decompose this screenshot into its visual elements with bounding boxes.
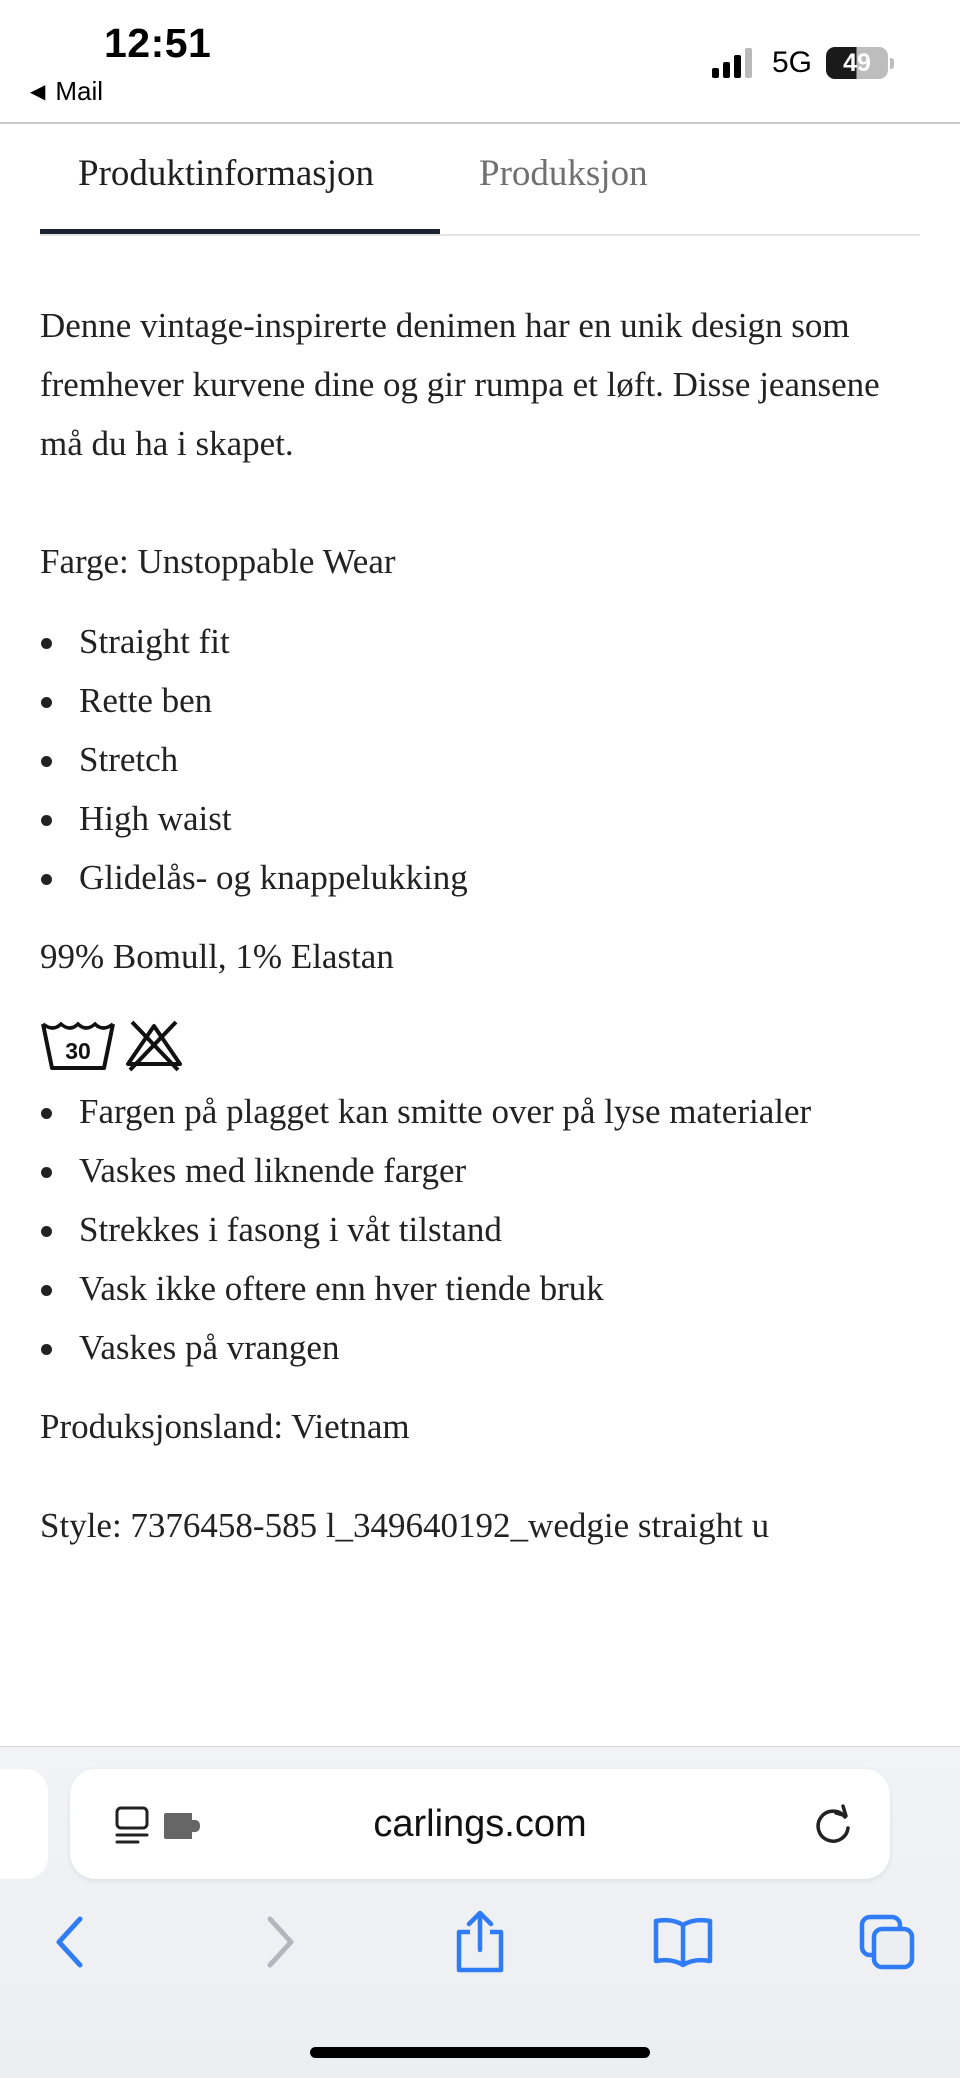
battery-tip	[890, 58, 894, 69]
material-composition: 99% Bomull, 1% Elastan	[40, 937, 394, 976]
url-text[interactable]: carlings.com	[373, 1803, 587, 1845]
status-bar	[0, 0, 960, 124]
care-instructions-list	[40, 1082, 920, 1377]
address-bar[interactable]	[70, 1769, 890, 1879]
list-item: Vaskes med liknende farger	[40, 1141, 920, 1200]
list-item: Stretch	[40, 730, 920, 789]
forward-icon	[261, 1915, 297, 1969]
network-type: 5G	[771, 46, 812, 79]
list-item: High waist	[40, 789, 920, 848]
list-item: Rette ben	[40, 671, 920, 730]
product-color: Farge: Unstoppable Wear	[40, 542, 396, 581]
back-triangle-icon: ◀	[30, 81, 46, 103]
battery-level: 49	[843, 48, 871, 77]
cellular-signal-icon	[712, 48, 752, 78]
list-item: Vaskes på vrangen	[40, 1318, 920, 1377]
care-symbols	[40, 1016, 920, 1074]
tabs-icon	[858, 1913, 916, 1971]
forward-button[interactable]	[244, 1907, 314, 1977]
status-time: 12:51	[104, 20, 212, 66]
browser-toolbar	[0, 1746, 960, 2078]
bookmarks-button[interactable]	[648, 1907, 718, 1977]
list-item: Vask ikke oftere enn hver tiende bruk	[40, 1259, 920, 1318]
active-tab-indicator	[40, 229, 440, 234]
list-item: Straight fit	[40, 612, 920, 671]
tabs-button[interactable]	[852, 1907, 922, 1977]
previous-tab-preview[interactable]	[0, 1769, 48, 1879]
share-button[interactable]	[445, 1907, 515, 1977]
status-indicators	[712, 46, 894, 80]
production-country: Produksjonsland: Vietnam	[40, 1407, 410, 1446]
back-to-mail-link[interactable]	[30, 76, 103, 107]
tab-produktinformasjon[interactable]: Produktinformasjon	[78, 153, 374, 194]
product-info-content	[40, 296, 920, 1555]
home-indicator	[310, 2047, 650, 2058]
wash-temp-label: 30	[65, 1038, 91, 1064]
back-button[interactable]	[36, 1907, 106, 1977]
tab-produksjon[interactable]: Produksjon	[479, 153, 648, 194]
style-number: Style: 7376458-585 l_349640192_wedgie straight u	[40, 1506, 770, 1545]
list-item: Fargen på plagget kan smitte over på lyse materialer	[40, 1082, 920, 1141]
reload-icon[interactable]	[812, 1803, 854, 1847]
wash-30-icon	[40, 1018, 116, 1072]
back-label: Mail	[55, 76, 104, 106]
product-tabs	[40, 124, 920, 236]
share-icon	[453, 1910, 507, 1974]
list-item: Strekkes i fasong i våt tilstand	[40, 1200, 920, 1259]
product-description: Denne vintage-inspirerte denimen har en unik design som fremhever kurvene dine og gir rumpa et løft. Disse jeansene må du ha i skapet.	[40, 306, 880, 463]
do-not-bleach-icon	[124, 1018, 184, 1072]
battery-icon	[826, 47, 888, 79]
list-item: Glidelås- og knappelukking	[40, 848, 920, 907]
feature-list	[40, 612, 920, 907]
bookmarks-icon	[652, 1915, 714, 1969]
back-icon	[53, 1915, 89, 1969]
